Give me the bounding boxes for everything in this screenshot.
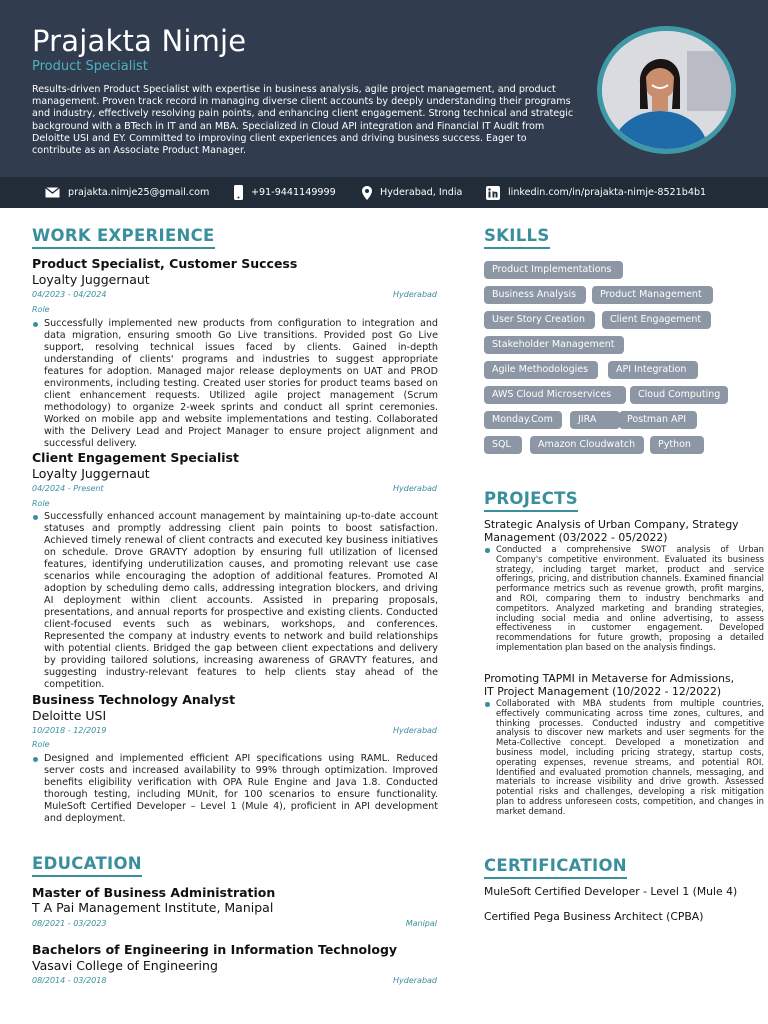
profile-summary: Results-driven Product Specialist with expertise in business analysis, agile project management, and product management. Proven track record in managing diverse client accounts by deeply understanding their programs and industry, effectively resolving pain points, and enhancing client engagement. Strong technical and strategic background with a BTech in IT and an MBA. Specialized in Cloud API integration and Financial IT Audit from Deloitte USI and EY. Committed to improving client experiences and driving business success. Eager to contribute as an Associate Product Manager. (32, 84, 574, 157)
profile-photo (602, 31, 731, 149)
job-description: Designed and implemented efficient API specifications using RAML. Reduced server costs and increased availability to 99% through optimization. Improved benefits eligibility verification with OPA Rule Engine and Java 1.8. Conducted thorough testing, including MUnit, for 100 scenarios to ensure functionality. MuleSoft Certified Developer – Level 1 (Mule 4), proficient in API development and deployment. (32, 753, 438, 825)
skill-tag: Monday.Com (484, 411, 562, 429)
project-description: Conducted a comprehensive SWOT analysis of Urban Company's competitive environment. Evaluated its business strategy, including target market, product and service offerings, pricing, and distribution channels. Examined financial performance metrics such as revenue growth, profit margins, and ROI, comparing them to industry benchmarks and competitors. Analyzed marketing and branding strategies, including social media and online advertising, to assess effectiveness in customer engagement. Developed recommendations for future growth, proposing a detailed implementation plan based on the analysis findings. (484, 545, 764, 653)
skill-tag: Python (650, 436, 704, 454)
degree-title: Bachelors of Engineering in Information Technology (32, 942, 398, 957)
linkedin-text: linkedin.com/in/prajakta-nimje-8521b4b1 (508, 187, 707, 198)
job-title: Product Specialist, Customer Success (32, 256, 298, 271)
skill-tag: API Integration (608, 361, 698, 379)
school-name: T A Pai Management Institute, Manipal (32, 900, 274, 915)
skill-tag: Cloud Computing (630, 386, 728, 404)
projects-heading: PROJECTS (484, 489, 578, 512)
project-title: Strategic Analysis of Urban Company, Strategy Management (03/2022 - 05/2022) (484, 518, 739, 544)
skill-tag: Product Management (592, 286, 713, 304)
job-role-label: Role (32, 499, 50, 508)
job-location: Hyderabad (393, 290, 437, 299)
job-dates: 10/2018 - 12/2019 (32, 726, 107, 735)
candidate-name: Prajakta Nimje (32, 24, 247, 58)
job-description: Successfully enhanced account management by maintaining up-to-date account statuses and promptly addressing client pain points to boost satisfaction. Achieved timely renewal of client contracts and executed key business initiatives on schedule. Drove GRAVTY adoption by ensuring full utilization of licensed features, identifying underutilization causes, and promoting relevant use case scenarios while encouraging the adoption of additional features. Promoted AI adoption by scheduling demo calls, addressing integration blockers, and driving AI deployment within client accounts. Assisted in preparing proposals, presentations, and annual reports for prospective and existing clients. Conducted client-focused events such as webinars, workshops, and conferences. Represented the company at industry events to network and build relationships with potential clients. Bridged the gap between client expectations and delivery by providing tailored solutions, increasing awareness of GRAVTY features, and suggesting industry-relevant features to help clients stay ahead of the competition. (32, 511, 438, 691)
contact-email[interactable] (45, 177, 209, 208)
job-dates: 04/2024 - Present (32, 484, 104, 493)
location-pin-icon (362, 186, 372, 200)
phone-icon (234, 185, 243, 200)
contact-bar (0, 177, 768, 208)
skill-tag: Stakeholder Management (484, 336, 624, 354)
education-heading: EDUCATION (32, 854, 142, 877)
certification-item: MuleSoft Certified Developer - Level 1 (Mule 4) (484, 885, 738, 898)
project-title: Promoting TAPMI in Metaverse for Admissions, IT Project Management (10/2022 - 12/2022) (484, 672, 735, 698)
resume-header (0, 0, 768, 177)
skill-tag: Amazon Cloudwatch (530, 436, 644, 454)
skill-tag: AWS Cloud Microservices (484, 386, 626, 404)
project-description: Collaborated with MBA students from multiple countries, effectively communicating across time zones, cultures, and thinking processes. Conducted industry and competitive analysis to discover new markets and user segments for the Meta-Collective concept. Developed a monetization and business model, including pricing strategy, startup costs, operating expenses, revenue streams, and potential ROI. Identified and evaluated promotion channels, messaging, and materials to increase visibility and drive growth. Assessed potential risks and challenges, developing a risk mitigation plan to address unforeseen costs, competition, and changes in market demand. (484, 699, 764, 817)
skill-tag: Postman API (619, 411, 697, 429)
email-text: prajakta.nimje25@gmail.com (68, 187, 210, 198)
linkedin-icon (486, 186, 500, 200)
job-dates: 04/2023 - 04/2024 (32, 290, 107, 299)
contact-location (362, 177, 462, 208)
skill-tag: Business Analysis (484, 286, 586, 304)
phone-text: +91-9441149999 (251, 187, 336, 198)
job-company: Loyalty Juggernaut (32, 272, 150, 287)
job-company: Deloitte USI (32, 708, 107, 723)
certification-item: Certified Pega Business Architect (CPBA) (484, 910, 704, 923)
skills-heading: SKILLS (484, 226, 550, 249)
work-experience-heading: WORK EXPERIENCE (32, 226, 215, 249)
skill-tag: Product Implementations (484, 261, 623, 279)
skill-tag: Client Engagement (602, 311, 711, 329)
education-dates: 08/2014 - 03/2018 (32, 976, 107, 985)
job-description: Successfully implemented new products from configuration to integration and data migration, ensuring smooth Go Live transitions. Provided post Go Live support, resolving technical issues faced by clients. Gained in-depth understanding of clients' programs and industries to suggest appropriate features for adoption. Managed major release deployments on UAT and PROD environments, including testing. Created user stories for product teams based on client enhancement requests. Utilized agile project management (Scrum methodology) to organize 2-week sprints and conduct all sprint ceremonies. Worked on mobile app and website implementations and testing. Collaborated with the Delivery Lead and Project Manager to ensure project alignment and successful delivery. (32, 318, 438, 450)
education-dates: 08/2021 - 03/2023 (32, 919, 107, 928)
contact-phone[interactable] (234, 177, 336, 208)
job-company: Loyalty Juggernaut (32, 466, 150, 481)
envelope-icon (45, 187, 60, 198)
job-title: Business Technology Analyst (32, 692, 236, 707)
skill-tag: User Story Creation (484, 311, 595, 329)
school-name: Vasavi College of Engineering (32, 958, 218, 973)
skill-tag: Agile Methodologies (484, 361, 598, 379)
profile-photo-frame (597, 26, 736, 154)
education-location: Hyderabad (393, 976, 437, 985)
job-location: Hyderabad (393, 726, 437, 735)
candidate-role: Product Specialist (32, 59, 148, 74)
skill-tag: SQL (484, 436, 522, 454)
education-location: Manipal (405, 919, 437, 928)
skill-tag: JIRA (570, 411, 620, 429)
certification-heading: CERTIFICATION (484, 856, 627, 879)
contact-linkedin[interactable] (486, 177, 706, 208)
location-text: Hyderabad, India (380, 187, 463, 198)
job-role-label: Role (32, 740, 50, 749)
degree-title: Master of Business Administration (32, 885, 276, 900)
job-role-label: Role (32, 305, 50, 314)
job-title: Client Engagement Specialist (32, 450, 239, 465)
job-location: Hyderabad (393, 484, 437, 493)
